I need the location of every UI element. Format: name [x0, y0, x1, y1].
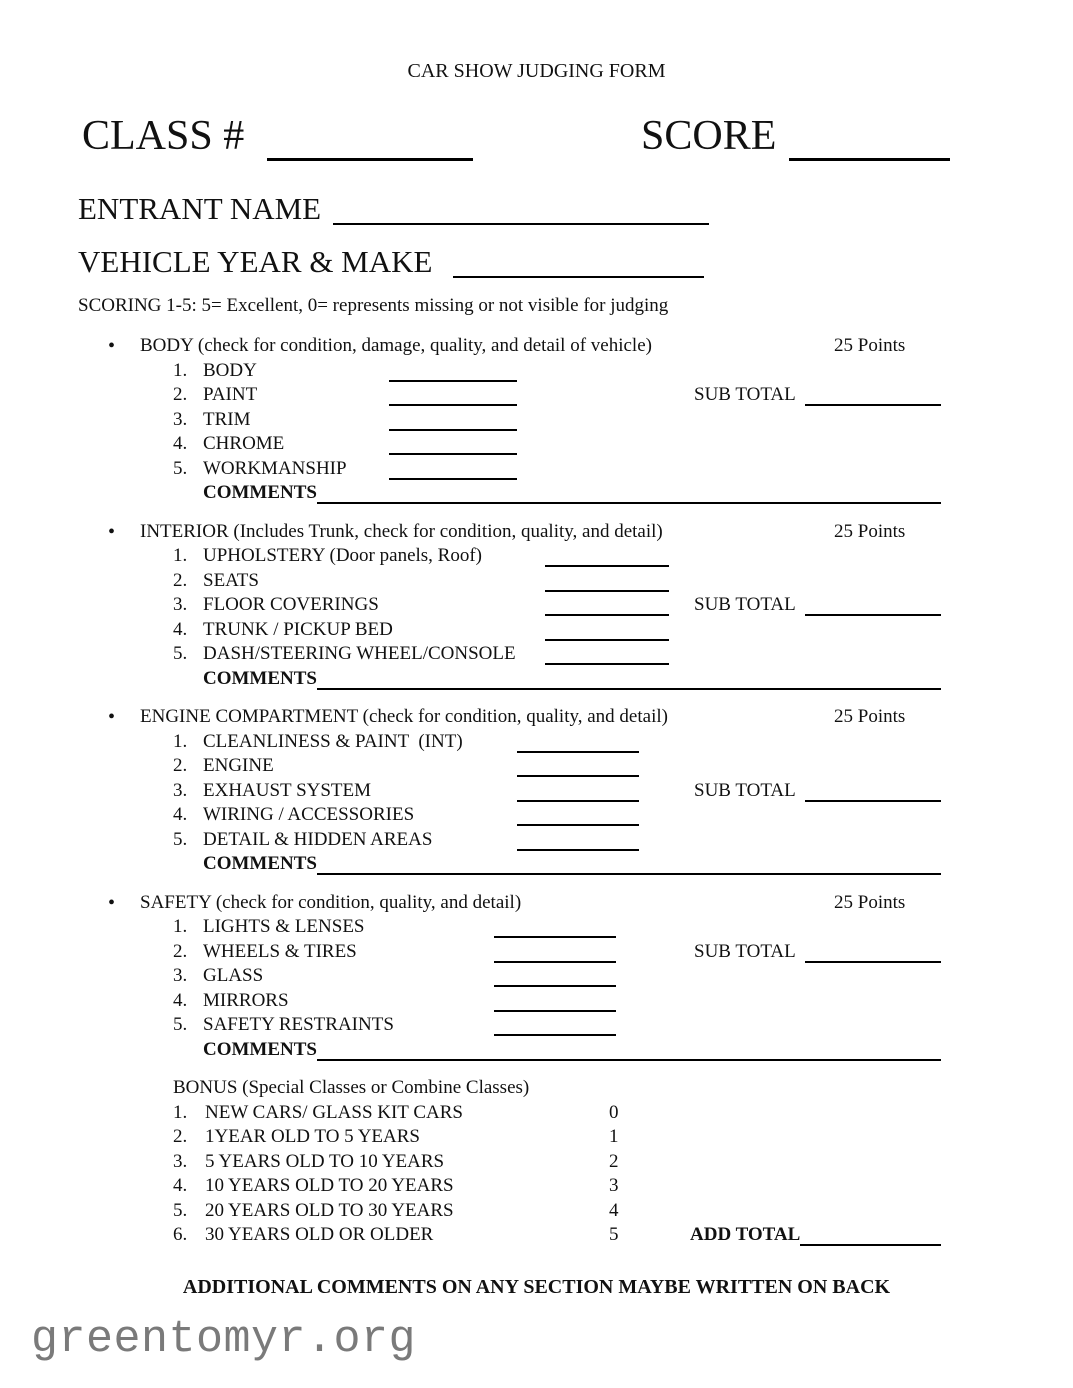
score-entry-blank[interactable]	[517, 804, 639, 826]
entrant-name-blank[interactable]	[333, 196, 709, 225]
item-row	[0, 383, 941, 408]
item-row	[0, 408, 941, 433]
bullet-icon: •	[108, 520, 116, 543]
section-points: 25 Points	[834, 520, 906, 542]
score-entry-blank[interactable]	[389, 433, 517, 455]
bonus-points-value: 0	[609, 1101, 619, 1123]
item-number: 4.	[173, 618, 188, 640]
item-number: 4.	[173, 1175, 188, 1196]
subtotal-blank[interactable]	[805, 383, 941, 406]
bonus-row	[0, 1125, 941, 1150]
item-label: LIGHTS & LENSES	[203, 916, 365, 937]
item-label: MIRRORS	[203, 989, 289, 1011]
vehicle-year-make-blank[interactable]	[453, 249, 704, 278]
item-number: 4.	[173, 433, 188, 454]
item-number: 3.	[173, 408, 188, 430]
item-row	[0, 642, 941, 667]
comments-label: COMMENTS	[203, 1038, 317, 1060]
item-label: SEATS	[203, 569, 259, 591]
item-row	[0, 754, 941, 779]
comments-label: COMMENTS	[203, 482, 317, 503]
score-entry-blank[interactable]	[494, 916, 616, 938]
section-note: (check for condition, quality, and detail)	[215, 891, 522, 913]
bonus-row	[0, 1223, 941, 1248]
score-entry-blank[interactable]	[517, 755, 639, 777]
score-entry-blank[interactable]	[389, 360, 517, 382]
bonus-points-value: 3	[609, 1175, 619, 1196]
subtotal	[694, 940, 941, 965]
score-entry-blank[interactable]	[517, 780, 639, 802]
item-label: 30 YEARS OLD OR OLDER	[205, 1224, 434, 1245]
subtotal-blank[interactable]	[805, 940, 941, 963]
item-label: TRUNK / PICKUP BED	[203, 618, 393, 640]
item-row	[0, 432, 941, 457]
bonus-header	[0, 1076, 941, 1101]
comments-label: COMMENTS	[203, 667, 317, 689]
item-label: PAINT	[203, 384, 258, 405]
item-number: 2.	[173, 1126, 188, 1147]
item-label: DETAIL & HIDDEN AREAS	[203, 828, 433, 850]
score-entry-blank[interactable]	[517, 829, 639, 851]
item-label: BODY	[203, 359, 257, 381]
bonus-row	[0, 1174, 941, 1199]
item-label: TRIM	[203, 408, 251, 430]
class-number-blank[interactable]	[267, 118, 473, 161]
section-header	[0, 891, 941, 916]
section-title: BONUS	[173, 1077, 238, 1098]
item-label: CHROME	[203, 433, 285, 454]
section-title: SAFETY	[140, 891, 212, 913]
subtotal	[694, 593, 941, 618]
item-number: 1.	[173, 730, 188, 752]
section-title: INTERIOR	[140, 520, 229, 542]
item-row	[0, 964, 941, 989]
item-number: 3.	[173, 779, 188, 801]
item-number: 2.	[173, 384, 188, 405]
section-header	[0, 520, 941, 545]
subtotal-label: SUB TOTAL	[694, 594, 796, 615]
add-total-blank[interactable]	[800, 1223, 941, 1246]
item-label: FLOOR COVERINGS	[203, 594, 379, 615]
item-label: WORKMANSHIP	[203, 457, 347, 479]
subtotal-label: SUB TOTAL	[694, 384, 796, 405]
add-total-label: ADD TOTAL	[690, 1224, 801, 1245]
scoring-instructions: SCORING 1-5: 5= Excellent, 0= represents missing or not visible for judging	[78, 295, 669, 316]
item-label: 10 YEARS OLD TO 20 YEARS	[205, 1175, 454, 1196]
item-row	[0, 828, 941, 853]
item-label: SAFETY RESTRAINTS	[203, 1014, 394, 1035]
subtotal	[694, 779, 941, 804]
item-number: 5.	[173, 1199, 188, 1221]
bonus-row	[0, 1150, 941, 1175]
item-row	[0, 544, 941, 569]
comments-blank[interactable]	[317, 481, 941, 504]
add-total	[690, 1223, 941, 1248]
item-row	[0, 618, 941, 643]
item-row	[0, 593, 941, 618]
section-points: 25 Points	[834, 891, 906, 913]
comments-row	[203, 852, 941, 877]
bonus-points-value: 1	[609, 1126, 619, 1147]
bullet-icon: •	[108, 706, 116, 728]
score-entry-blank[interactable]	[545, 619, 669, 641]
score-entry-blank[interactable]	[517, 731, 639, 753]
page-title: CAR SHOW JUDGING FORM	[407, 60, 666, 82]
section-header	[0, 334, 941, 359]
comments-row	[203, 1038, 941, 1063]
item-number: 3.	[173, 965, 188, 986]
section-note: (check for condition, damage, quality, and detail of vehicle)	[197, 335, 652, 356]
comments-row	[203, 481, 941, 506]
bullet-icon: •	[108, 335, 116, 357]
section-note: (Includes Trunk, check for condition, quality, and detail)	[233, 520, 663, 542]
section-interior	[0, 520, 941, 692]
item-number: 2.	[173, 569, 188, 591]
bullet-icon: •	[108, 891, 116, 914]
footer-note: ADDITIONAL COMMENTS ON ANY SECTION MAYBE WRITTEN ON BACK	[182, 1276, 891, 1298]
item-label: UPHOLSTERY (Door panels, Roof)	[203, 545, 482, 566]
watermark: greentomyr.org	[31, 1314, 417, 1365]
item-label: 20 YEARS OLD TO 30 YEARS	[205, 1199, 454, 1221]
item-number: 4.	[173, 804, 188, 825]
score-label: SCORE	[641, 113, 777, 159]
item-label: GLASS	[203, 965, 264, 986]
item-row	[0, 915, 941, 940]
subtotal	[694, 383, 941, 408]
item-label: 1YEAR OLD TO 5 YEARS	[205, 1126, 420, 1147]
item-number: 3.	[173, 594, 188, 615]
entrant-name-label: ENTRANT NAME	[78, 191, 322, 226]
item-label: EXHAUST SYSTEM	[203, 779, 372, 801]
item-number: 3.	[173, 1150, 188, 1172]
item-row	[0, 940, 941, 965]
score-entry-blank[interactable]	[545, 594, 669, 616]
bonus-row	[0, 1101, 941, 1126]
item-label: NEW CARS/ GLASS KIT CARS	[205, 1101, 463, 1123]
subtotal-label: SUB TOTAL	[694, 779, 796, 801]
item-number: 2.	[173, 755, 188, 776]
item-number: 5.	[173, 643, 188, 664]
bonus-points-value: 5	[609, 1224, 619, 1245]
item-row	[0, 803, 941, 828]
score-entry-blank[interactable]	[494, 990, 616, 1012]
score-entry-blank[interactable]	[389, 409, 517, 431]
item-number: 6.	[173, 1224, 188, 1245]
score-entry-blank[interactable]	[389, 384, 517, 406]
item-row	[0, 989, 941, 1014]
section-title: ENGINE COMPARTMENT	[140, 706, 358, 727]
item-row	[0, 1013, 941, 1038]
bonus-points-value: 4	[609, 1199, 619, 1221]
bonus-row	[0, 1199, 941, 1224]
subtotal-label: SUB TOTAL	[694, 940, 796, 962]
class-number-label: CLASS #	[82, 113, 245, 159]
subtotal-blank[interactable]	[805, 779, 941, 802]
comments-blank[interactable]	[317, 1038, 941, 1061]
section-body	[0, 334, 941, 506]
item-number: 4.	[173, 989, 188, 1011]
score-entry-blank[interactable]	[389, 458, 517, 480]
item-row	[0, 730, 941, 755]
section-safety	[0, 891, 941, 1063]
section-note: (Special Classes or Combine Classes)	[242, 1077, 530, 1098]
item-number: 2.	[173, 940, 188, 962]
form-sections	[0, 334, 941, 1262]
comments-label: COMMENTS	[203, 853, 317, 874]
subtotal-blank[interactable]	[805, 593, 941, 616]
score-entry-blank[interactable]	[494, 941, 616, 963]
comments-blank[interactable]	[317, 852, 941, 875]
bonus-points-value: 2	[609, 1150, 619, 1172]
section-points: 25 Points	[834, 335, 906, 356]
section-note: (check for condition, quality, and detail)	[362, 706, 668, 727]
item-label: DASH/STEERING WHEEL/CONSOLE	[203, 643, 516, 664]
item-label: WHEELS & TIRES	[203, 940, 357, 962]
score-entry-blank[interactable]	[494, 1014, 616, 1036]
score-entry-blank[interactable]	[545, 643, 669, 665]
item-label: ENGINE	[203, 755, 274, 776]
item-number: 1.	[173, 545, 188, 566]
item-label: WIRING / ACCESSORIES	[203, 804, 415, 825]
item-row	[0, 569, 941, 594]
item-number: 1.	[173, 359, 188, 381]
score-entry-blank[interactable]	[545, 545, 669, 567]
item-label: 5 YEARS OLD TO 10 YEARS	[205, 1150, 445, 1172]
section-engine-compartment	[0, 705, 941, 877]
item-row	[0, 457, 941, 482]
item-row	[0, 359, 941, 384]
score-blank[interactable]	[789, 118, 950, 161]
item-row	[0, 779, 941, 804]
item-label: CLEANLINESS & PAINT (INT)	[203, 730, 463, 752]
vehicle-year-make-label: VEHICLE YEAR & MAKE	[78, 244, 433, 279]
comments-blank[interactable]	[317, 667, 941, 690]
score-entry-blank[interactable]	[494, 965, 616, 987]
comments-row	[203, 667, 941, 692]
score-entry-blank[interactable]	[545, 570, 669, 592]
item-number: 5.	[173, 457, 188, 479]
section-points: 25 Points	[834, 706, 906, 727]
item-number: 5.	[173, 1014, 188, 1035]
item-number: 5.	[173, 828, 188, 850]
item-number: 1.	[173, 916, 188, 937]
section-header	[0, 705, 941, 730]
section-bonus	[0, 1076, 941, 1248]
item-number: 1.	[173, 1101, 188, 1123]
section-title: BODY	[140, 335, 194, 356]
